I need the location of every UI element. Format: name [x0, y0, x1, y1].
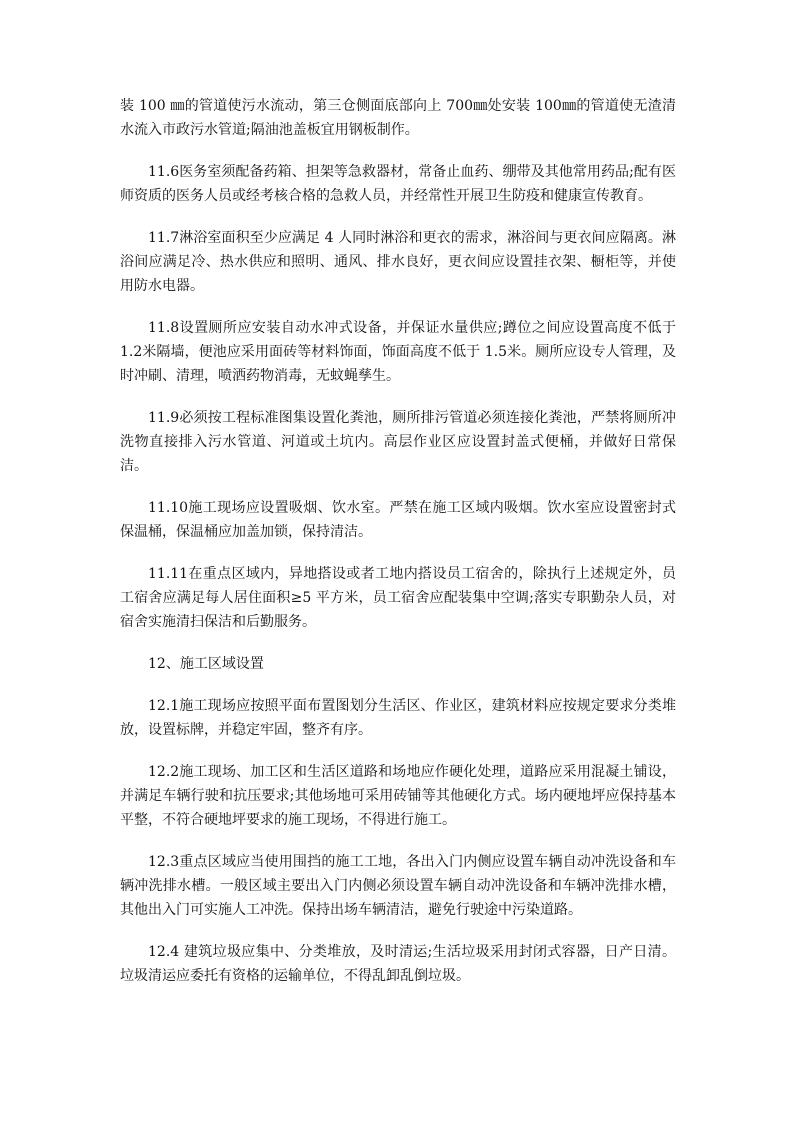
paragraph-12-3: 12.3重点区域应当使用围挡的施工工地，各出入门内侧应设置车辆自动冲洗设备和车辆冲洗排水槽。一般区域主要出入门内侧必须设置车辆自动冲洗设备和车辆冲洗排水槽，其他出入门可实施人工冲洗。保持出场车辆清洁，避免行驶途中污染道路。 — [120, 854, 676, 918]
paragraph-11-8: 11.8设置厕所应安装自动水冲式设备，并保证水量供应;蹲位之间应设置高度不低于 1.2米隔墙，便池应采用面砖等材料饰面，饰面高度不低于 1.5米。厕所应设专人管理，及时冲刷、清理，喷洒药物消毒，无蚊蝇孳生。 — [120, 320, 676, 384]
paragraph-12-4: 12.4 建筑垃圾应集中、分类堆放，及时清运;生活垃圾采用封闭式容器，日产日清。垃圾清运应委托有资格的运输单位，不得乱卸乱倒垃圾。 — [120, 944, 676, 984]
paragraph-12-1: 12.1施工现场应按照平面布置图划分生活区、作业区，建筑材料应按规定要求分类堆放，设置标牌，并稳定牢固，整齐有序。 — [120, 698, 676, 738]
paragraph-11-9: 11.9必须按工程标准图集设置化粪池，厕所排污管道必须连接化粪池，严禁将厕所冲洗物直接排入污水管道、河道或土坑内。高层作业区应设置封盖式便桶，并做好日常保洁。 — [120, 410, 676, 474]
paragraph-12-2: 12.2施工现场、加工区和生活区道路和场地应作硬化处理，道路应采用混凝土铺设，并满足车辆行驶和抗压要求;其他场地可采用砖铺等其他硬化方式。场内硬地坪应保持基本平整，不符合硬地坪要求的施工现场，不得进行施工。 — [120, 764, 676, 828]
paragraph-11-7: 11.7淋浴室面积至少应满足 4 人同时淋浴和更衣的需求，淋浴间与更衣间应隔离。淋浴间应满足冷、热水供应和照明、通风、排水良好，更衣间应设置挂衣架、橱柜等，并使用防水电器。 — [120, 230, 676, 294]
paragraph-11-11: 11.11在重点区域内，异地搭设或者工地内搭设员工宿舍的，除执行上述规定外，员工宿舍应满足每人居住面积≥5 平方米，员工宿舍应配装集中空调;落实专职勤杂人员，对宿舍实施清扫保洁和后勤服务。 — [120, 566, 676, 630]
document-body — [120, 94, 676, 1006]
paragraph-11-6: 11.6医务室须配备药箱、担架等急救器材，常备止血药、绷带及其他常用药品;配有医师资质的医务人员或经考核合格的急救人员，并经常性开展卫生防疫和健康宣传教育。 — [120, 164, 676, 204]
paragraph-continuation: 装 100 ㎜的管道使污水流动，第三仓侧面底部向上 700㎜处安装 100㎜的管道使无渣清水流入市政污水管道;隔油池盖板宜用钢板制作。 — [120, 98, 676, 138]
section-heading-12: 12、施工区域设置 — [148, 656, 264, 672]
paragraph-11-10: 11.10施工现场应设置吸烟、饮水室。严禁在施工区域内吸烟。饮水室应设置密封式保温桶，保温桶应加盖加锁，保持清洁。 — [120, 500, 676, 540]
